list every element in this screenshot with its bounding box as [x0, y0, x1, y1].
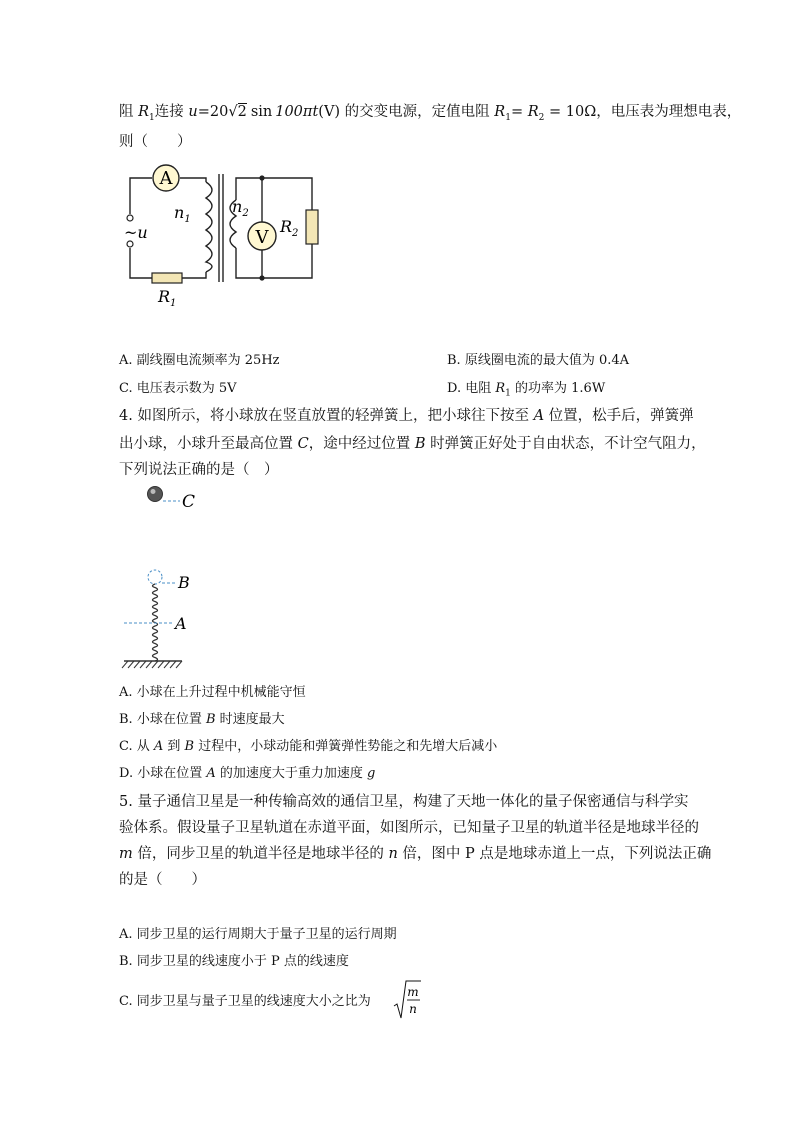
transformer-circuit-diagram — [118, 160, 328, 310]
text: 出小球，小球升至最高位置 — [119, 436, 298, 452]
var: A — [533, 408, 545, 424]
text: 的交变电源，定值电阻 — [340, 104, 495, 120]
q4-option-c[interactable] — [119, 735, 497, 754]
junction-dot — [259, 175, 264, 180]
q5-stem-line3 — [119, 842, 711, 863]
text: 时弹簧正好处于自由状态，不计空气阻力， — [425, 436, 706, 452]
text: 4. 如图所示，将小球放在竖直放置的轻弹簧上，把小球往下按至 — [119, 408, 534, 424]
q4-stem-line1 — [119, 404, 694, 425]
q5-option-c[interactable] — [119, 990, 371, 1009]
q3-stem-line1 — [119, 100, 741, 123]
var: m — [119, 846, 133, 862]
sin: sin — [250, 104, 273, 120]
text: D. 电阻 — [447, 381, 496, 396]
q4-stem-line3: 下列说法正确的是（ ） — [119, 462, 279, 478]
q5-stem-line4: 的是（ ） — [119, 872, 206, 888]
source-label: ~u — [124, 223, 148, 242]
var: B — [205, 712, 216, 727]
var-R: R — [138, 104, 150, 120]
q5-stem-line1: 5. 量子通信卫星是一种传输高效的通信卫星，构建了天地一体化的量子保密通信与科学实 — [119, 794, 689, 810]
label-a: A — [175, 614, 187, 633]
sub: 1 — [149, 112, 155, 123]
text: 时速度最大 — [215, 712, 285, 727]
label-c: C — [182, 492, 196, 512]
ball-highlight — [151, 489, 156, 494]
text: C. 同步卫星与量子卫星的线速度大小之比为 — [119, 994, 371, 1009]
text: 的功率为 1.6W — [510, 381, 606, 396]
q4-stem-line2 — [119, 432, 706, 453]
text: = 10Ω，电压表为理想电表， — [544, 104, 742, 120]
var: n — [388, 846, 398, 862]
sub: 1 — [505, 112, 511, 123]
label-b: B — [178, 573, 190, 592]
q3-option-b[interactable]: B. 原线圈电流的最大值为 0.4A — [447, 353, 630, 368]
var: g — [367, 766, 376, 781]
var: A — [153, 739, 164, 754]
q3-option-c[interactable]: C. 电压表示数为 5V — [119, 381, 237, 396]
denominator: n — [409, 1002, 417, 1016]
sub: 1 — [505, 388, 511, 399]
var-R: R — [494, 104, 506, 120]
unit: (V) — [318, 104, 341, 120]
text: B. 小球在位置 — [119, 712, 206, 727]
terminal — [127, 215, 133, 221]
numerator: m — [407, 985, 419, 999]
text: 连接 — [154, 104, 189, 120]
voltmeter-label: V — [255, 227, 269, 248]
text: ，途中经过位置 — [308, 436, 415, 452]
junction-dot — [259, 275, 264, 280]
var: B — [414, 436, 426, 452]
r1-label: $R_1$ — [158, 287, 177, 309]
q4-option-a[interactable]: A. 小球在上升过程中机械能守恒 — [119, 685, 306, 700]
q4-option-d[interactable] — [119, 762, 375, 781]
omega-t: 100πt — [275, 104, 319, 120]
text: 过程中，小球动能和弹簧弹性势能之和先增大后减小 — [194, 739, 498, 754]
n1-label: $n_1$ — [174, 203, 191, 225]
q3-stem-line2: 则（ ） — [119, 134, 192, 150]
q5-option-a[interactable]: A. 同步卫星的运行周期大于量子卫星的运行周期 — [119, 927, 397, 942]
ball-position-b — [148, 570, 162, 584]
text: 的加速度大于重力加速度 — [215, 766, 368, 781]
text: 倍，同步卫星的轨道半径是地球半径的 — [132, 846, 389, 862]
text: D. 小球在位置 — [119, 766, 207, 781]
text: C. 从 — [119, 739, 154, 754]
text: =20 — [197, 104, 229, 120]
ammeter-label: A — [159, 168, 173, 189]
q5-option-b[interactable]: B. 同步卫星的线速度小于 P 点的线速度 — [119, 954, 349, 969]
var: A — [206, 766, 216, 781]
var-u: u — [188, 104, 198, 120]
ground-hatch — [122, 661, 182, 668]
resistor-r2 — [306, 210, 318, 244]
sub: 2 — [538, 112, 545, 123]
q4-option-b[interactable] — [119, 708, 285, 727]
text: 到 — [163, 739, 185, 754]
spring-ball-diagram — [118, 480, 218, 672]
var-R: R — [495, 381, 506, 396]
var-R: R — [527, 104, 539, 120]
q3-option-a[interactable]: A. 副线圈电流频率为 25Hz — [119, 353, 280, 368]
var: C — [297, 436, 309, 452]
q5-stem-line2: 验体系。假设量子卫星轨道在赤道平面，如图所示，已知量子卫星的轨道半径是地球半径的 — [119, 820, 699, 836]
sqrt-fraction-m-over-n — [392, 978, 422, 1022]
r2-label: $R_2$ — [280, 217, 299, 239]
n2-label: $n_2$ — [232, 197, 249, 219]
ball-icon — [148, 487, 163, 502]
var: B — [184, 739, 195, 754]
resistor-r1 — [152, 273, 182, 283]
text: = — [510, 104, 528, 120]
sqrt-content: 2 — [237, 104, 247, 120]
text: 倍，图中 P 点是地球赤道上一点，下列说法正确 — [397, 846, 712, 862]
sqrt-sign: √2 — [228, 104, 247, 120]
text: 阻 — [119, 104, 139, 120]
text: 位置，松手后，弹簧弹 — [544, 408, 694, 424]
q3-option-d[interactable] — [447, 377, 605, 399]
